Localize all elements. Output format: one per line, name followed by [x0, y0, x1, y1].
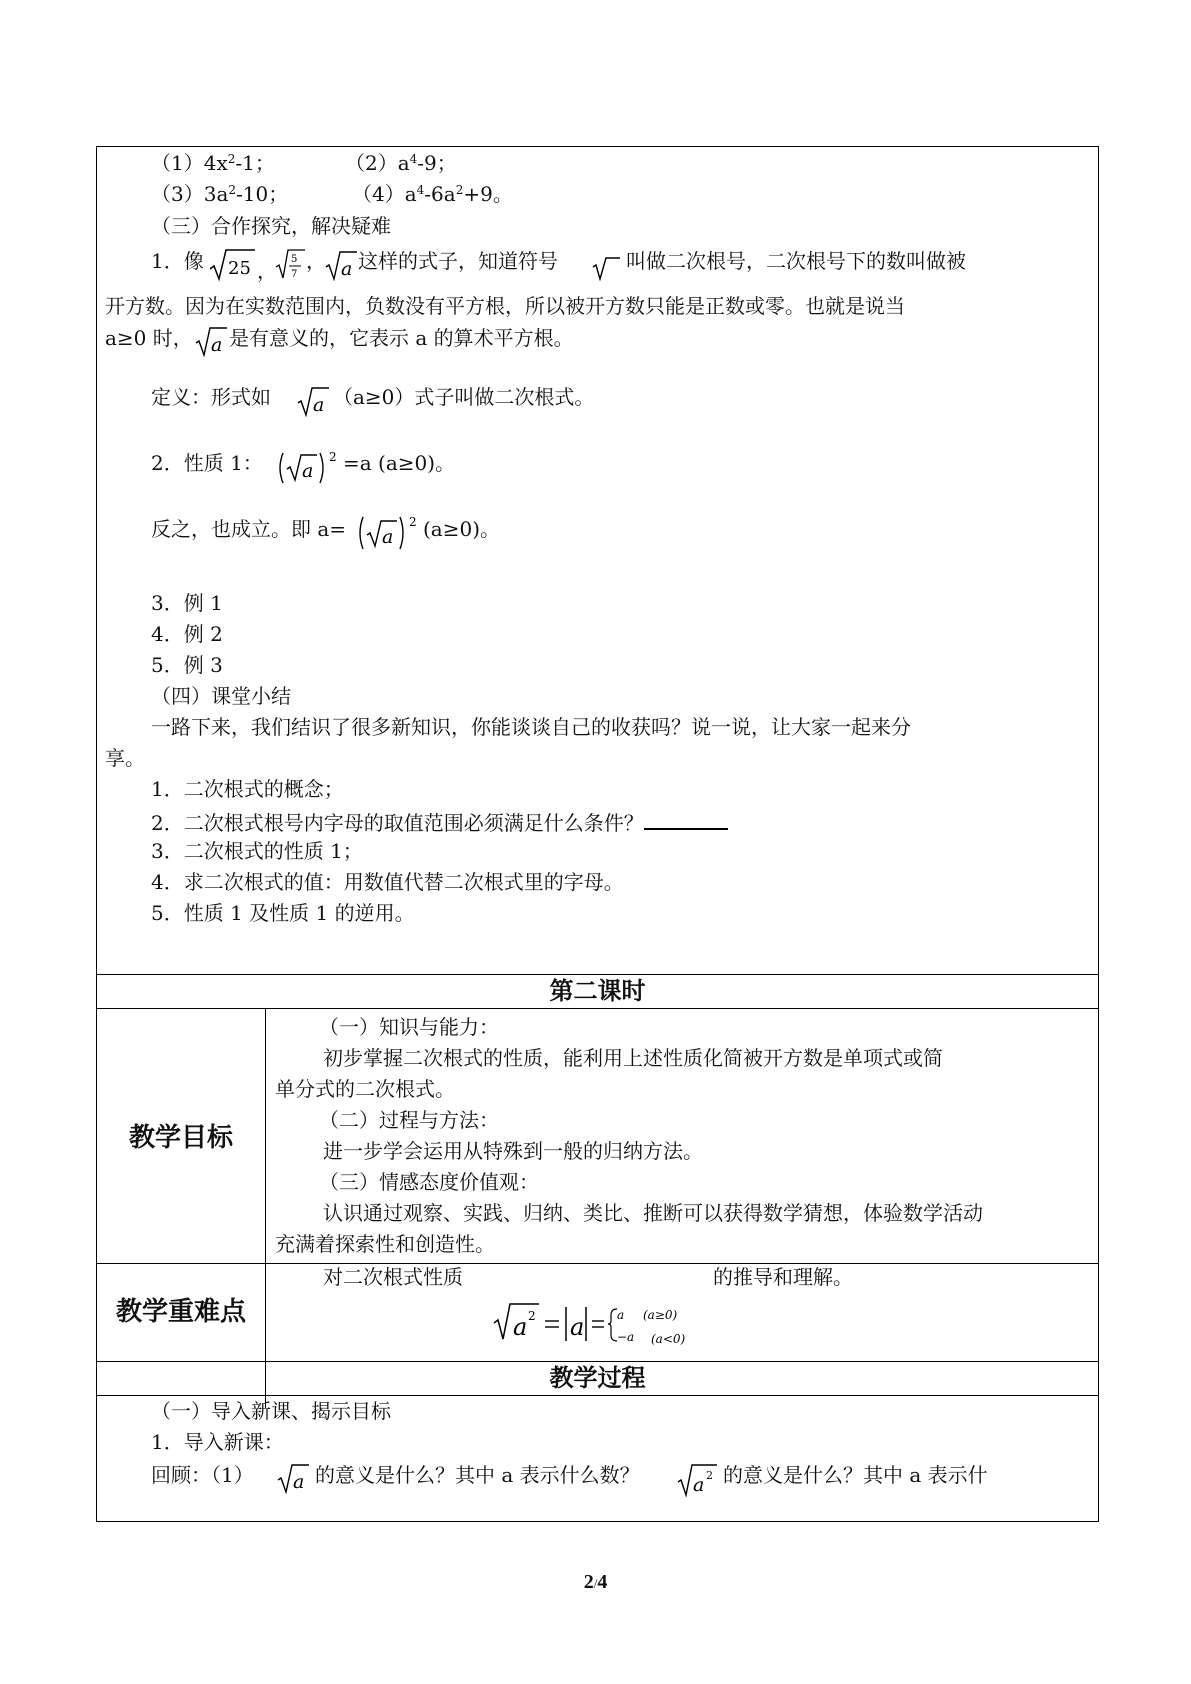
para-1-line-2: 开方数。因为在实数范围内，负数没有平方根，所以被开方数只能是正数或零。也就是说当	[105, 294, 905, 318]
answer-blank	[644, 810, 728, 830]
goal-line-7: 认识通过观察、实践、归纳、类比、推断可以获得数学猜想，体验数学活动	[323, 1201, 983, 1225]
svg-text:2: 2	[706, 1469, 713, 1482]
svg-text:−a: −a	[617, 1330, 635, 1344]
process-line-2: 1．导入新课：	[151, 1430, 284, 1454]
divider	[97, 1395, 1098, 1396]
divider	[97, 974, 1098, 975]
example-3: 5．例 3	[151, 653, 223, 677]
svg-text:a: a	[570, 1313, 585, 1341]
section-4-title: （四）课堂小结	[151, 684, 291, 708]
svg-text:a: a	[513, 1313, 528, 1341]
svg-text:a: a	[382, 526, 394, 548]
svg-text:a: a	[302, 460, 314, 482]
summary-item-4: 4．求二次根式的值：用数值代替二次根式里的字母。	[151, 870, 624, 894]
key-points-text-b: 的推导和理解。	[713, 1265, 853, 1289]
svg-text:2: 2	[409, 515, 417, 529]
radicand-25: 25	[228, 258, 251, 279]
key-points-text-a: 对二次根式性质	[323, 1265, 463, 1289]
goal-line-6: （三）情感态度价值观：	[319, 1170, 539, 1194]
lesson-2-title: 第二课时	[549, 976, 646, 1005]
sqrt-a-icon	[325, 249, 357, 281]
radical-sign-icon	[592, 255, 620, 281]
summary-item-2: 2．二次根式根号内字母的取值范围必须满足什么条件？	[151, 810, 728, 833]
divider	[97, 1361, 1098, 1362]
svg-text:(a≥0): (a≥0)	[643, 1308, 678, 1322]
section-3-title: （三）合作探究，解决疑难	[151, 214, 391, 238]
page-frame: $(1)4x^2-1$； $(2)a^4-9$； $(3)3a^2-10$； $(4)a^4-6a^2+9$。 （三）合作探究，解决疑难 1．像 25 ， 5 7 ， a 这样的式子，知道符号 叫做二次根号，二次根号下的数叫做被 开方数。因为在实数范围内，负数没有平方根，所以被开方数只能是正数或零。也就是说当 a≥0 时， a 是有意义的，它表示 a 的算术平方根。 定义：形式如 a （a≥0）式子叫做二次根式。 2．性质 1： a 2 =a (a≥0)。 反之，也成立。即 a= a 2 (a≥0)。 3．例 1 4．例 2 5．例 3 （四）课堂小结 一路下来，我们结识了很多新知识，你能谈谈自己的收获吗？说一说，让大家一起来分 享。 1．二次根式的概念； 2．二次根式根号内字母的取值范围必须满足什么条件？ 3．二次根式的性质 1； 4．求二次根式的值：用数值代替二次根式里的字母。 5．性质 1 及性质 1 的逆用。 第二课时 教学目标 （一）知识与能力： 初步掌握二次根式的性质，能利用上述性质化简被开方数是单项式或简 单分式的二次根式。 （二）过程与方法： 进一步学会运用从特殊到一般的归纳方法。 （三）情感态度价值观： 认识通过观察、实践、归纳、类比、推断可以获得数学猜想，体验数学活动 充满着探索性和创造性。 教学重难点 对二次根式性质 的推导和理解。 a 2 a a (a≥0) −a (a<0) 教学过程 （一）导入新课、揭示目标 1．导入新课： 回顾：（1） a 的意义是什么？其中 a 表示什么数？ a 2 的意义是什么？其中 a 表示什	[96, 146, 1099, 1522]
column-divider	[265, 1008, 266, 1408]
svg-text:(a<0): (a<0)	[651, 1332, 686, 1346]
goal-line-4: （二）过程与方法：	[319, 1108, 499, 1132]
abs-value-formula	[493, 1295, 713, 1351]
goals-label: 教学目标	[128, 1123, 233, 1153]
goal-line-3: 单分式的二次根式。	[275, 1077, 455, 1101]
sqrt-a-squared-icon	[277, 449, 341, 487]
summary-item-5: 5．性质 1 及性质 1 的逆用。	[151, 901, 415, 925]
goal-line-1: （一）知识与能力：	[319, 1015, 499, 1039]
svg-text:7: 7	[291, 269, 298, 280]
divider	[97, 1263, 1098, 1264]
goal-line-5: 进一步学会运用从特殊到一般的归纳方法。	[323, 1139, 703, 1163]
goal-line-2: 初步掌握二次根式的性质，能利用上述性质化简被开方数是单项式或简	[323, 1046, 943, 1070]
exercise-4: $(4)a^4-6a^2+9$。	[352, 182, 513, 206]
process-title: 教学过程	[549, 1363, 646, 1392]
process-line-1: （一）导入新课、揭示目标	[151, 1399, 391, 1423]
svg-text:a: a	[293, 1471, 305, 1493]
key-points-label: 教学重难点	[115, 1297, 246, 1327]
sqrt-a-squared-icon	[677, 1461, 719, 1499]
svg-text:a: a	[313, 394, 325, 416]
example-1: 3．例 1	[151, 591, 223, 615]
sqrt-a-icon	[297, 385, 329, 417]
goal-line-8: 充满着探索性和创造性。	[275, 1232, 495, 1256]
exercise-3: $(3)3a^2-10$；	[151, 182, 289, 206]
summary-intro-line-2: 享。	[105, 746, 145, 770]
exercise-2: $(2)a^4-9$；	[345, 151, 457, 175]
svg-text:2: 2	[329, 450, 337, 464]
svg-text:5: 5	[291, 254, 298, 265]
summary-item-1: 1．二次根式的概念；	[151, 777, 344, 801]
page-number: 2/4	[583, 1571, 608, 1593]
exercise-1: $(1)4x^2-1$；	[151, 151, 275, 175]
sqrt-fraction-icon	[275, 248, 305, 282]
svg-text:a: a	[693, 1474, 705, 1496]
sqrt-a-icon	[195, 325, 227, 357]
svg-text:2: 2	[528, 1309, 536, 1323]
summary-intro-line-1: 一路下来，我们结识了很多新知识，你能谈谈自己的收获吗？说一说，让大家一起来分	[151, 715, 911, 739]
example-2: 4．例 2	[151, 622, 223, 646]
summary-item-3: 3．二次根式的性质 1；	[151, 839, 363, 863]
svg-text:a: a	[341, 258, 353, 280]
sqrt-a-squared-icon	[357, 513, 421, 553]
svg-text:a: a	[211, 334, 223, 356]
svg-text:a: a	[617, 1308, 625, 1322]
divider	[97, 1008, 1098, 1009]
sqrt-a-icon	[277, 1461, 309, 1495]
sqrt-25-icon	[209, 247, 255, 283]
